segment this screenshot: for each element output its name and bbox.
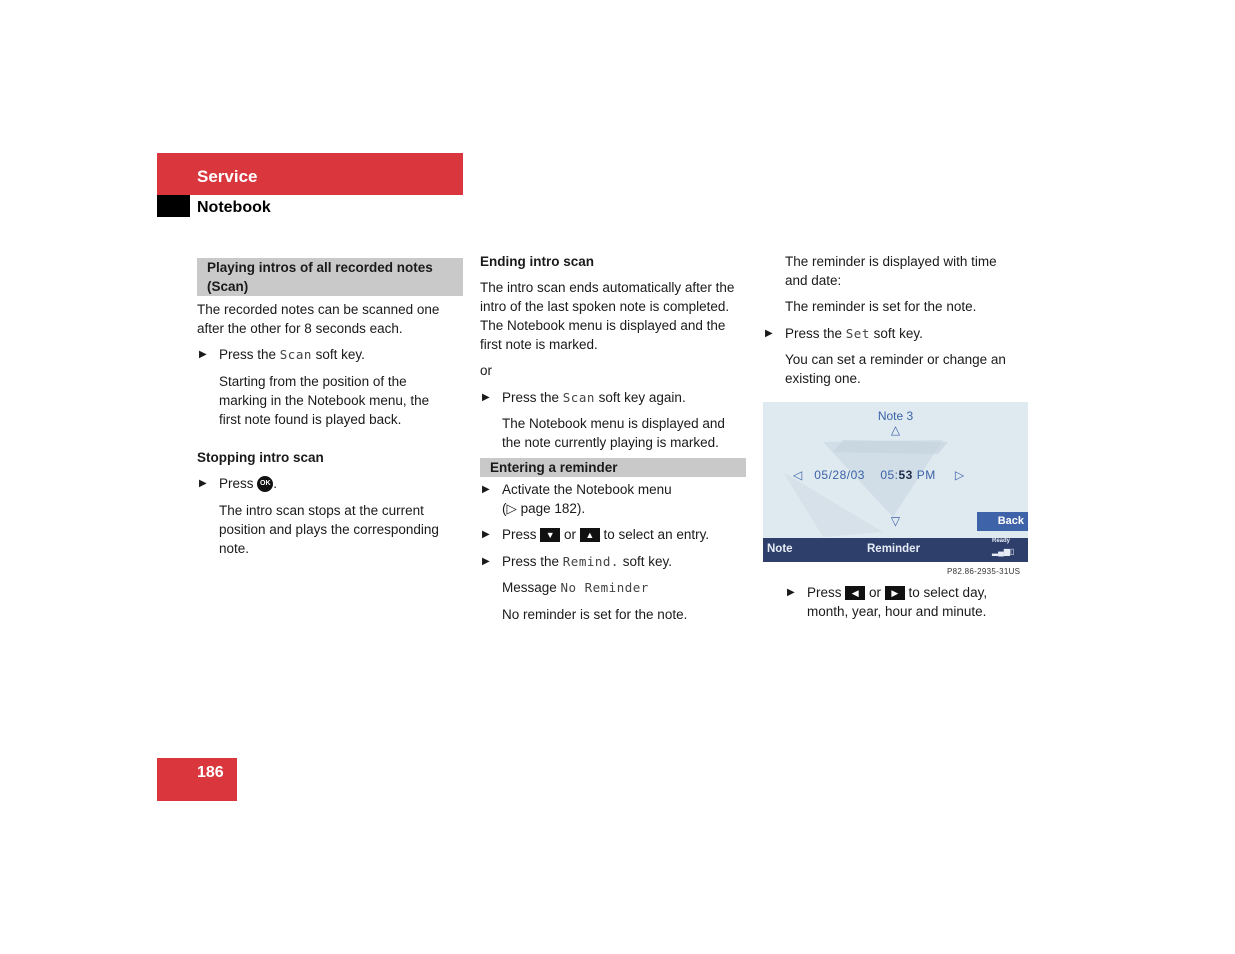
softkey-label: Scan — [279, 347, 312, 362]
message-label: No Reminder — [560, 580, 649, 595]
signal-strength-icon: ▂▄▆▯ — [992, 547, 1015, 556]
softkey-label: Remind. — [562, 554, 619, 569]
section-title: Service — [197, 167, 258, 186]
step-activate-notebook: ▶ Activate the Notebook menu — [482, 482, 672, 497]
heading-ending: Ending intro scan — [480, 254, 595, 269]
reminder-softkey[interactable]: Reminder — [867, 543, 921, 555]
right-key-icon: ▶ — [885, 586, 905, 600]
screen-softkey-bar — [763, 538, 1028, 562]
step-select-day: ▶ Press ◀ or ▶ to select day, — [787, 585, 988, 600]
screen-hour: 05: — [880, 468, 899, 482]
paragraph: The recorded notes can be scanned one — [197, 302, 440, 317]
column-2: Ending intro scan The intro scan ends automatically after the intro of the last spoken note is completed. The Notebook menu is displayed and the first note is marked. or ▶ Press the Scan soft key again. The Notebook menu is displayed and the note currently playing is marked. Entering a reminder ▶ Activate the Notebook menu (▷ page 182). ▶ Press ▼ or ▲ to select an entry. ▶ Press the Remind. soft key. Message No Reminder No reminder is set for the note. — [480, 252, 746, 624]
left-key-icon: ◀ — [845, 586, 865, 600]
note-softkey[interactable]: Note — [767, 543, 793, 555]
step-press-set: ▶ Press the Set soft key. — [765, 326, 923, 341]
back-softkey[interactable]: Back — [977, 512, 1028, 531]
up-key-icon: ▲ — [580, 528, 600, 542]
bullet-arrow-icon: ▶ — [787, 587, 795, 598]
subsection-title: Notebook — [197, 199, 271, 216]
step-press-ok: ▶ Press OK . — [199, 476, 278, 491]
section-bar-scan: Playing intros of all recorded notes (Scan) — [197, 258, 463, 296]
bullet-arrow-icon: ▶ — [199, 478, 207, 489]
left-triangle-icon: ◁ — [793, 468, 803, 482]
softkey-label: Scan — [562, 390, 595, 405]
section-bar-reminder: Entering a reminder — [480, 458, 746, 477]
step-select-entry: ▶ Press ▼ or ▲ to select an entry. — [482, 527, 710, 542]
column-3-continued: ▶ Press ◀ or ▶ to select day, month, year, hour and minute. — [785, 583, 1025, 621]
screen-date-time — [793, 468, 965, 482]
bullet-arrow-icon: ▶ — [482, 484, 490, 495]
softkey-label: Set — [845, 326, 870, 341]
bullet-arrow-icon: ▶ — [482, 392, 490, 403]
column-3: The reminder is displayed with time and date: The reminder is set for the note. ▶ Press the Set soft key. You can set a reminder or change an existing one. — [763, 252, 1033, 388]
bullet-arrow-icon: ▶ — [765, 328, 773, 339]
step-press-remind: ▶ Press the Remind. soft key. — [482, 554, 672, 569]
figure-caption: P82.86-2935-31US — [947, 567, 1021, 576]
step-press-scan-again: ▶ Press the Scan soft key again. — [482, 390, 686, 405]
step-press-scan: ▶ Press the Scan soft key. — [199, 347, 365, 362]
screen-ampm: PM — [916, 468, 936, 482]
ok-button-icon: OK — [257, 476, 273, 492]
paragraph: after the other for 8 seconds each. — [197, 321, 403, 336]
column-1: Playing intros of all recorded notes (Scan) The recorded notes can be scanned one after the other for 8 seconds each. ▶ Press the Scan soft key. Starting from the position of the marking in the Notebook menu, the first note found is played back. Stopping intro scan ▶ Press OK . The intro scan stops at the current position and plays the corresponding note. — [197, 258, 463, 558]
right-triangle-icon: ▷ — [954, 468, 965, 482]
bullet-arrow-icon: ▶ — [482, 529, 490, 540]
header-black-tab — [157, 195, 190, 217]
screen-date: 05/28/03 — [814, 468, 865, 482]
screen-note-title: Note 3 — [877, 409, 914, 423]
down-triangle-icon: ▽ — [890, 514, 901, 528]
screen-minute: 53 — [898, 468, 913, 482]
bullet-arrow-icon: ▶ — [482, 556, 490, 567]
page-number: 186 — [197, 764, 224, 781]
up-triangle-icon: △ — [890, 423, 901, 437]
heading-stopping: Stopping intro scan — [197, 450, 324, 465]
bullet-arrow-icon: ▶ — [199, 349, 207, 360]
reminder-screen — [763, 402, 1028, 562]
down-key-icon: ▼ — [540, 528, 560, 542]
ready-label: Ready — [992, 538, 1011, 544]
